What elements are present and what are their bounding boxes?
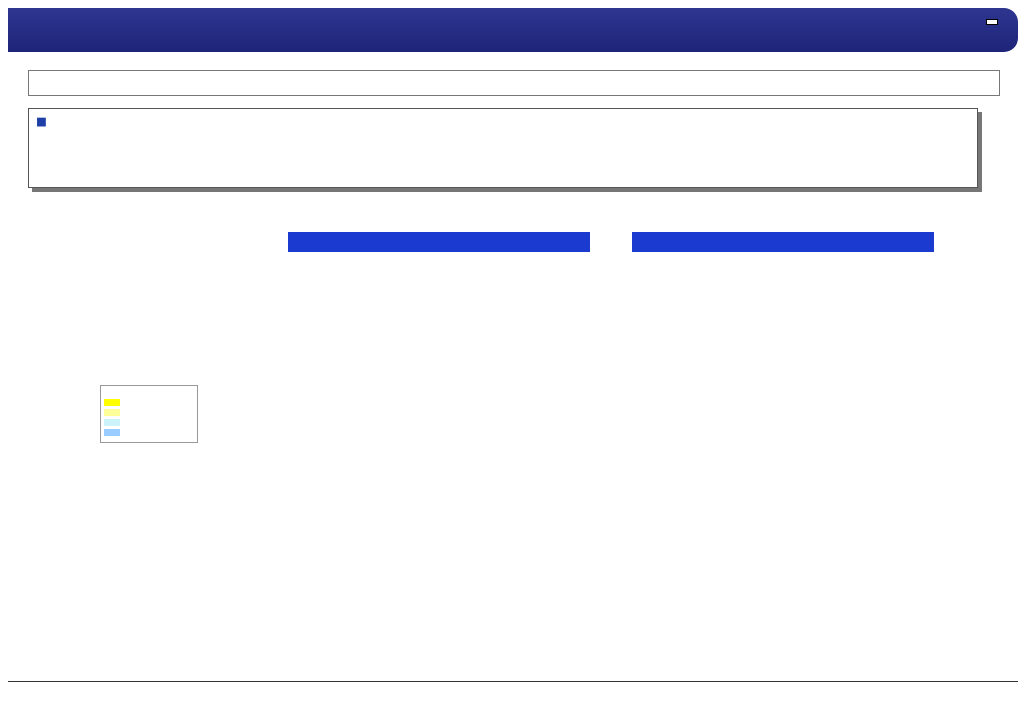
multiple-answer-badge [986, 19, 998, 25]
legend-item [104, 397, 194, 407]
legend-swatch [104, 429, 120, 436]
legend-title [104, 388, 194, 397]
footer-rule [8, 681, 1018, 682]
summary-box [28, 108, 978, 188]
legend-item [104, 407, 194, 417]
chart-a-title [288, 232, 590, 252]
title-bar [8, 8, 1018, 52]
chart-b-title [632, 232, 934, 252]
legend-swatch [104, 419, 120, 426]
summary-bullet-1 [36, 114, 970, 129]
color-legend [100, 385, 198, 443]
legend-item [104, 417, 194, 427]
legend-item [104, 427, 194, 437]
bullet-square-icon: ■ [36, 114, 47, 128]
legend-swatch [104, 399, 120, 406]
legend-swatch [104, 409, 120, 416]
question-box [28, 70, 1000, 96]
